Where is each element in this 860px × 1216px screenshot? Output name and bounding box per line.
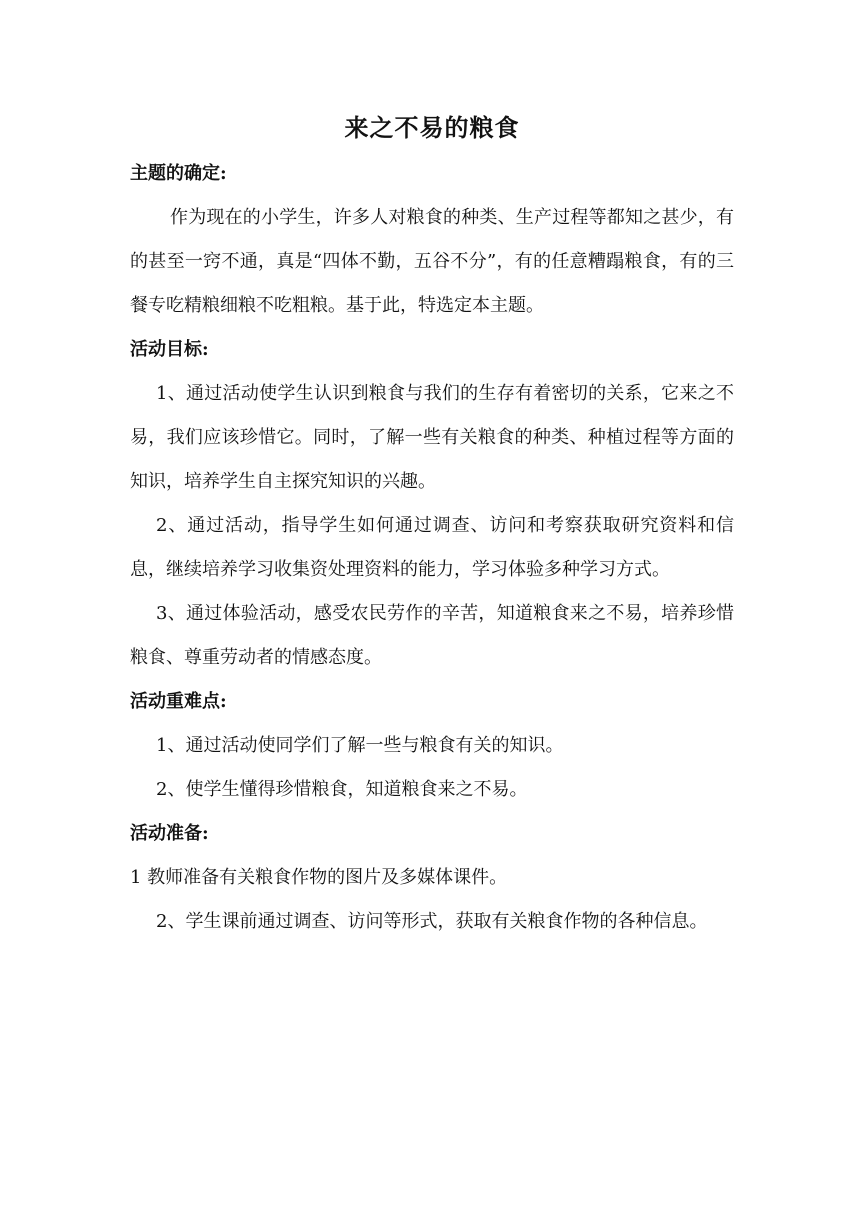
- page-title: 来之不易的粮食: [344, 113, 520, 142]
- section-heading-preparation: 活动准备:: [130, 823, 209, 844]
- document-page: [130, 108, 734, 944]
- paragraph-key-point-1: 1、通过活动使同学们了解一些与粮食有关的知识。: [156, 735, 564, 756]
- paragraph-goal-3: 3、通过体验活动，感受农民劳作的辛苦，知道粮食来之不易，培养珍惜粮食、尊重劳动者的情感态度。: [130, 603, 734, 668]
- paragraph-preparation-2: 2、学生课前通过调查、访问等形式，获取有关粮食作物的各种信息。: [156, 911, 708, 932]
- paragraph-preparation-1: 1 教师准备有关粮食作物的图片及多媒体课件。: [130, 867, 508, 888]
- section-heading-key-points: 活动重难点:: [130, 691, 227, 712]
- paragraph-key-point-2: 2、使学生懂得珍惜粮食，知道粮食来之不易。: [156, 779, 528, 800]
- paragraph-theme: 作为现在的小学生，许多人对粮食的种类、生产过程等都知之甚少，有的甚至一窍不通，真是“四体不勤，五谷不分”，有的任意糟蹋粮食，有的三餐专吃精粮细粮不吃粗粮。基于此，特选定本主题。: [130, 207, 734, 316]
- paragraph-goal-1: 1、通过活动使学生认识到粮食与我们的生存有着密切的关系，它来之不易，我们应该珍惜它。同时，了解一些有关粮食的种类、种植过程等方面的知识，培养学生自主探究知识的兴趣。: [130, 383, 734, 492]
- section-heading-goals: 活动目标:: [130, 339, 209, 360]
- paragraph-goal-2: 2、通过活动，指导学生如何通过调查、访问和考察获取研究资料和信息，继续培养学习收集资处理资料的能力，学习体验多种学习方式。: [130, 515, 734, 580]
- section-heading-theme: 主题的确定:: [130, 163, 227, 184]
